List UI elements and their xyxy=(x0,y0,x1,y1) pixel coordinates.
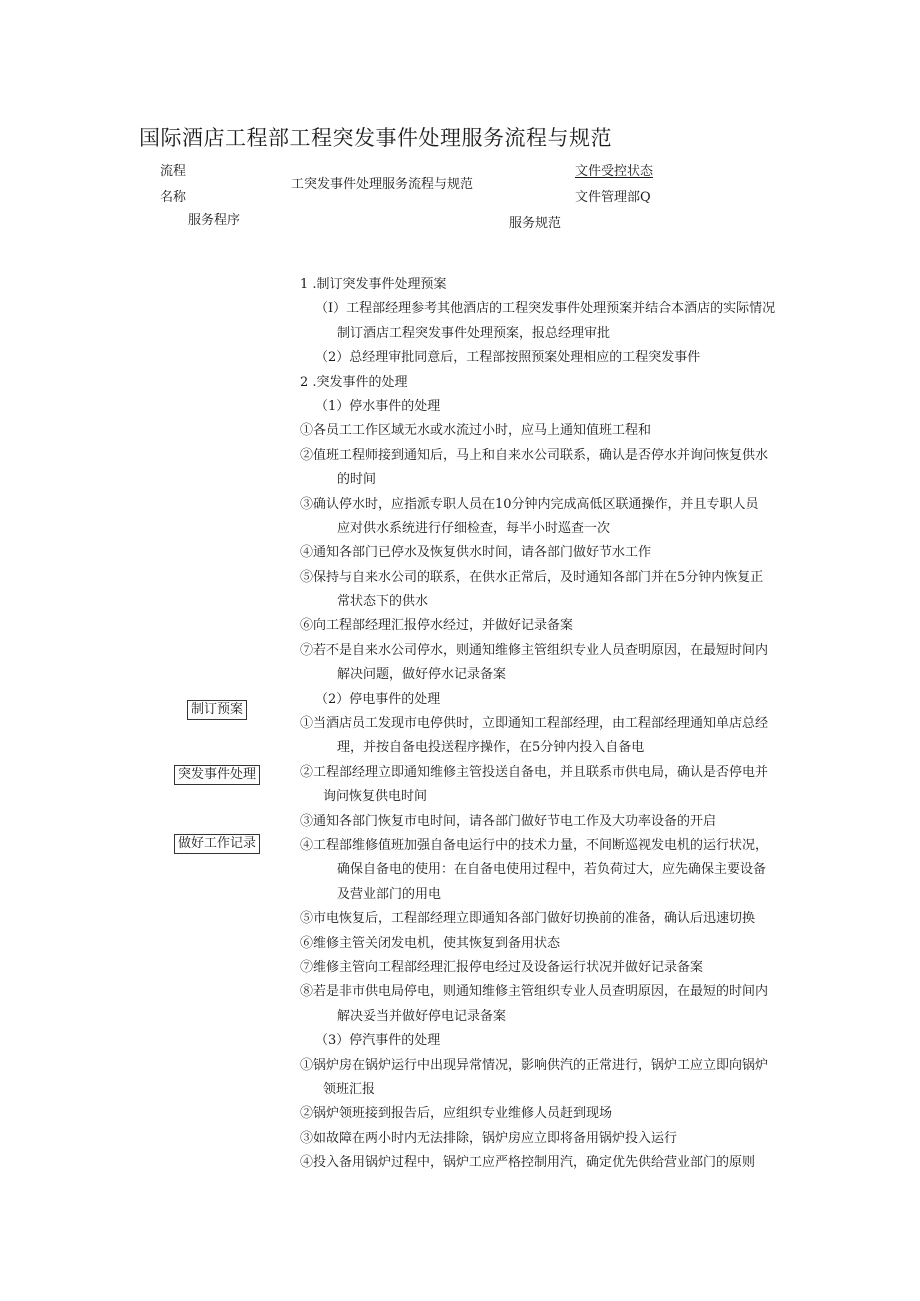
content-line: 理，并按自备电投送程序操作，在5分钟内投入自备电 xyxy=(337,740,645,756)
content-line: ④工程部维修值班加强自备电运行中的技术力量，不间断巡视发电机的运行状况， xyxy=(300,837,769,853)
content-line: ②锅炉领班接到报告后，应组织专业维修人员赶到现场 xyxy=(300,1106,613,1122)
content-line: （3）停汽事件的处理 xyxy=(315,1033,441,1049)
content-line: ②值班工程师接到通知后，马上和自来水公司联系，确认是否停水并询问恢复供水 xyxy=(300,447,769,463)
content-line: 1 .制订突发事件处理预案 xyxy=(300,277,447,292)
content-line: ⑤市电恢复后，工程部经理立即通知各部门做好切换前的准备，确认后迅速切换 xyxy=(300,911,756,927)
content-line: ⑥维修主管关闭发电机，使其恢复到备用状态 xyxy=(300,935,561,951)
content-line: 及营业部门的用电 xyxy=(337,886,442,902)
content-line: ⑦若不是自来水公司停水，则通知维修主管组织专业人员查明原因，在最短时间内 xyxy=(300,642,769,658)
content-line: ③确认停水时，应指派专职人员在10分钟内完成高低区联通操作，并且专职人员 xyxy=(300,496,759,512)
content-line: ④通知各部门已停水及恢复供水时间，请各部门做好节水工作 xyxy=(300,545,652,561)
content-line: 2 .突发事件的处理 xyxy=(300,374,408,390)
doc-status: 文件受控状态 xyxy=(575,164,654,179)
content-line: （2）总经理审批同意后，工程部按照预案处理相应的工程突发事件 xyxy=(315,350,701,366)
document-title: 国际酒店工程部工程突发事件处理服务流程与规范 xyxy=(139,126,612,150)
flow-name: 工突发事件处理服务流程与规范 xyxy=(291,177,474,192)
content-line: ⑧若是非市供电局停电，则通知维修主管组织专业人员查明原因，在最短的时间内 xyxy=(300,984,769,1000)
content-line: 解决问题，做好停水记录备案 xyxy=(337,667,507,683)
content-line: ③如故障在两小时内无法排除，锅炉房应立即将备用锅炉投入运行 xyxy=(300,1130,678,1146)
content-line: 解决妥当并做好停电记录备案 xyxy=(337,1008,507,1024)
content-line: ⑥向工程部经理汇报停水经过，并做好记录备案 xyxy=(300,618,574,634)
flow-box-plan: 制订预案 xyxy=(187,700,247,720)
content-line: 询问恢复供电时间 xyxy=(323,789,428,805)
flow-label-2: 名称 xyxy=(160,190,187,205)
content-line: ④投入备用锅炉过程中，锅炉工应严格控制用汽，确定优先供给营业部门的原则 xyxy=(300,1155,756,1171)
content-line: ⑦维修主管向工程部经理汇报停电经过及设备运行状况并做好记录备案 xyxy=(300,959,704,975)
content-line: （1）停水事件的处理 xyxy=(315,398,441,414)
content-line: ①当酒店员工发现市电停供时，立即通知工程部经理，由工程部经理通知单店总经 xyxy=(300,716,769,732)
doc-management: 文件管理部Q xyxy=(575,190,651,205)
content-line: （I）工程部经理参考其他酒店的工程突发事件处理预案并结合本酒店的实际情况 xyxy=(315,301,776,317)
service-spec-content xyxy=(300,273,800,1175)
flow-box-record: 做好工作记录 xyxy=(174,834,260,854)
content-line: ⑤保持与自来水公司的联系，在供水正常后，及时通知各部门并在5分钟内恢复正 xyxy=(300,569,764,585)
content-line: ①各员工工作区域无水或水流过小时，应马上通知值班工程和 xyxy=(300,423,652,439)
content-line: ③通知各部门恢复市电时间，请各部门做好节电工作及大功率设备的开启 xyxy=(300,813,717,829)
flow-box-handle: 突发事件处理 xyxy=(174,765,260,785)
content-line: （2）停电事件的处理 xyxy=(315,691,441,707)
service-spec-label: 服务规范 xyxy=(509,216,562,231)
service-procedure-label: 服务程序 xyxy=(188,213,241,228)
content-line: 应对供水系统进行仔细检查，每半小时巡查一次 xyxy=(337,520,611,536)
content-line: 的时间 xyxy=(337,472,377,488)
content-line: ①锅炉房在锅炉运行中出现异常情况，影响供汽的正常进行，锅炉工应立即向锅炉 xyxy=(300,1057,769,1073)
content-line: 常状态下的供水 xyxy=(337,594,429,610)
content-line: 领班汇报 xyxy=(323,1081,376,1097)
content-line: 确保自备电的使用：在自备电使用过程中，若负荷过大，应先确保主要设备 xyxy=(337,862,767,878)
flow-label-1: 流程 xyxy=(160,164,187,179)
content-line: ②工程部经理立即通知维修主管投送自备电，并且联系市供电局，确认是否停电并 xyxy=(300,764,769,780)
content-line: 制订酒店工程突发事件处理预案，报总经理审批 xyxy=(337,325,611,341)
